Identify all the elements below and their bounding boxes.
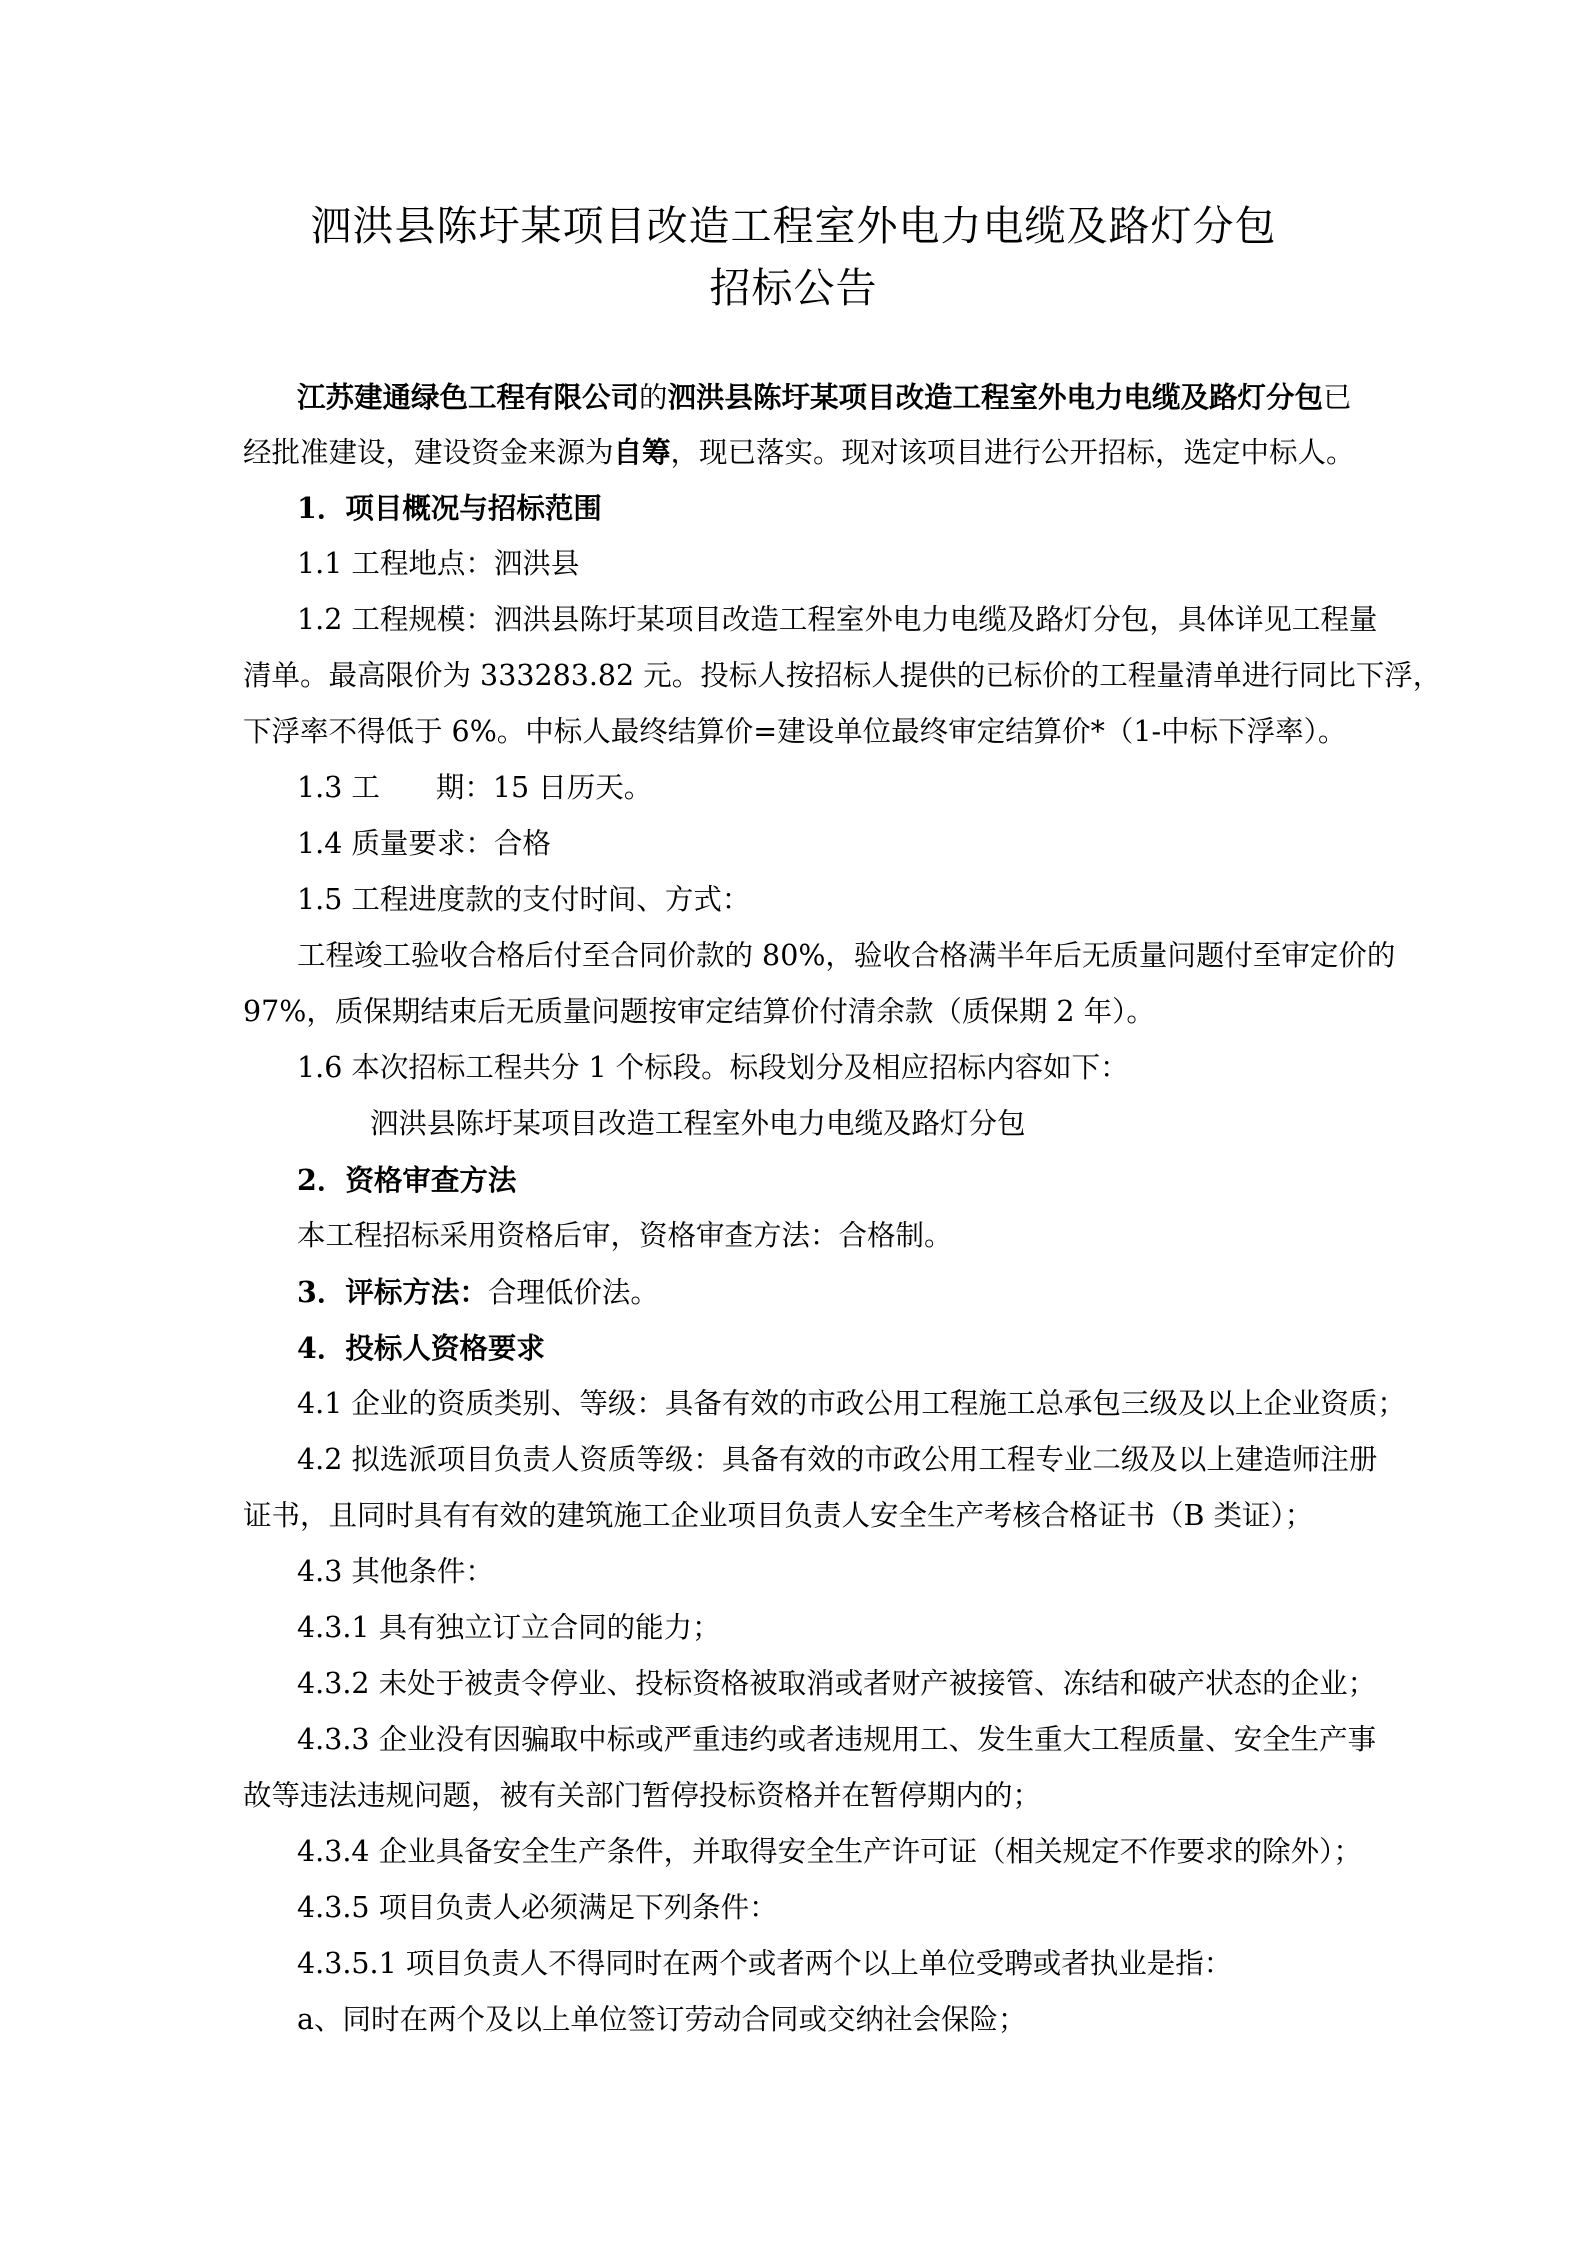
item-4-3-2: 4.3.2 未处于被责令停业、投标资格被取消或者财产被接管、冻结和破产状态的企业；: [297, 1667, 1377, 1700]
item-4-2-line-1: 4.2 拟选派项目负责人资质等级：具备有效的市政公用工程专业二级及以上建造师注册: [297, 1443, 1378, 1476]
item-4-3-3-line-1: 4.3.3 企业没有因骗取中标或严重违约或者违规用工、发生重大工程质量、安全生产事: [297, 1723, 1377, 1756]
document-subtitle: 招标公告: [709, 264, 878, 312]
item-4-3-3-line-2: 故等违法违规问题，被有关部门暂停投标资格并在暂停期内的；: [243, 1779, 1042, 1812]
section-3: [297, 1272, 1348, 1313]
item-1-4: 1.4 质量要求：合格: [297, 827, 551, 860]
intro-line-1: [297, 377, 1352, 418]
bidder-company: 江苏建通绿色工程有限公司: [297, 380, 640, 414]
item-4-3-5-1: 4.3.5.1 项目负责人不得同时在两个或者两个以上单位受聘或者执业是指：: [297, 1947, 1233, 1980]
section-3-heading: 3．评标方法：: [297, 1275, 488, 1309]
item-1-2-line-1: 1.2 工程规模：泗洪县陈圩某项目改造工程室外电力电缆及路灯分包，具体详见工程量: [297, 603, 1378, 636]
section-2-text: 本工程招标采用资格后审，资格审查方法：合格制。: [297, 1219, 953, 1252]
lot-name: 泗洪县陈圩某项目改造工程室外电力电缆及路灯分包: [370, 1107, 1026, 1140]
item-1-6: 1.6 本次招标工程共分 1 个标段。标段划分及相应招标内容如下：: [297, 1051, 1129, 1084]
item-1-2-line-2: 清单。最高限价为 333283.82 元。投标人按招标人提供的已标价的工程量清单进行同比下浮，: [243, 659, 1442, 692]
document-title: 泗洪县陈圩某项目改造工程室外电力电缆及路灯分包: [310, 202, 1277, 250]
item-4-3: 4.3 其他条件：: [297, 1555, 494, 1588]
item-4-1: 4.1 企业的资质类别、等级：具备有效的市政公用工程施工总承包三级及以上企业资质；: [297, 1387, 1406, 1420]
item-1-3: 1.3 工 期：15 日历天。: [297, 771, 653, 804]
item-1-2-line-3: 下浮率不得低于 6%。中标人最终结算价=建设单位最终审定结算价*（1-中标下浮率）。: [243, 715, 1347, 748]
list-item-a: a、同时在两个及以上单位签订劳动合同或交纳社会保险；: [297, 2003, 1027, 2036]
intro-tail: 已: [1323, 381, 1352, 414]
item-1-5: 1.5 工程进度款的支付时间、方式：: [297, 883, 751, 916]
intro-connector: 的: [639, 381, 668, 414]
project-name: 泗洪县陈圩某项目改造工程室外电力电缆及路灯分包: [667, 380, 1324, 414]
section-1-heading: 1．项目概况与招标范围: [297, 491, 602, 525]
intro-line-2: 经批准建设，建设资金来源为自筹，现已落实。现对该项目进行公开招标，选定中标人。: [243, 435, 1355, 469]
item-1-1: 1.1 工程地点：泗洪县: [297, 547, 580, 580]
item-4-3-5: 4.3.5 项目负责人必须满足下列条件：: [297, 1891, 778, 1924]
section-2-heading: 2．资格审查方法: [297, 1163, 517, 1197]
section-4-heading: 4．投标人资格要求: [297, 1331, 545, 1365]
item-4-3-1: 4.3.1 具有独立订立合同的能力；: [297, 1611, 721, 1644]
item-4-2-line-2: 证书，且同时具有有效的建筑施工企业项目负责人安全生产考核合格证书（B 类证）；: [243, 1499, 1314, 1532]
section-3-text: 合理低价法。: [487, 1276, 659, 1309]
funding-source: 自筹: [613, 435, 671, 469]
item-4-3-4: 4.3.4 企业具备安全生产条件，并取得安全生产许可证（相关规定不作要求的除外）；: [297, 1835, 1362, 1868]
payment-line-2: 97%，质保期结束后无质量问题按审定结算价付清余款（质保期 2 年）。: [243, 995, 1155, 1028]
payment-line-1: 工程竣工验收合格后付至合同价款的 80%，验收合格满半年后无质量问题付至审定价的: [297, 939, 1396, 972]
